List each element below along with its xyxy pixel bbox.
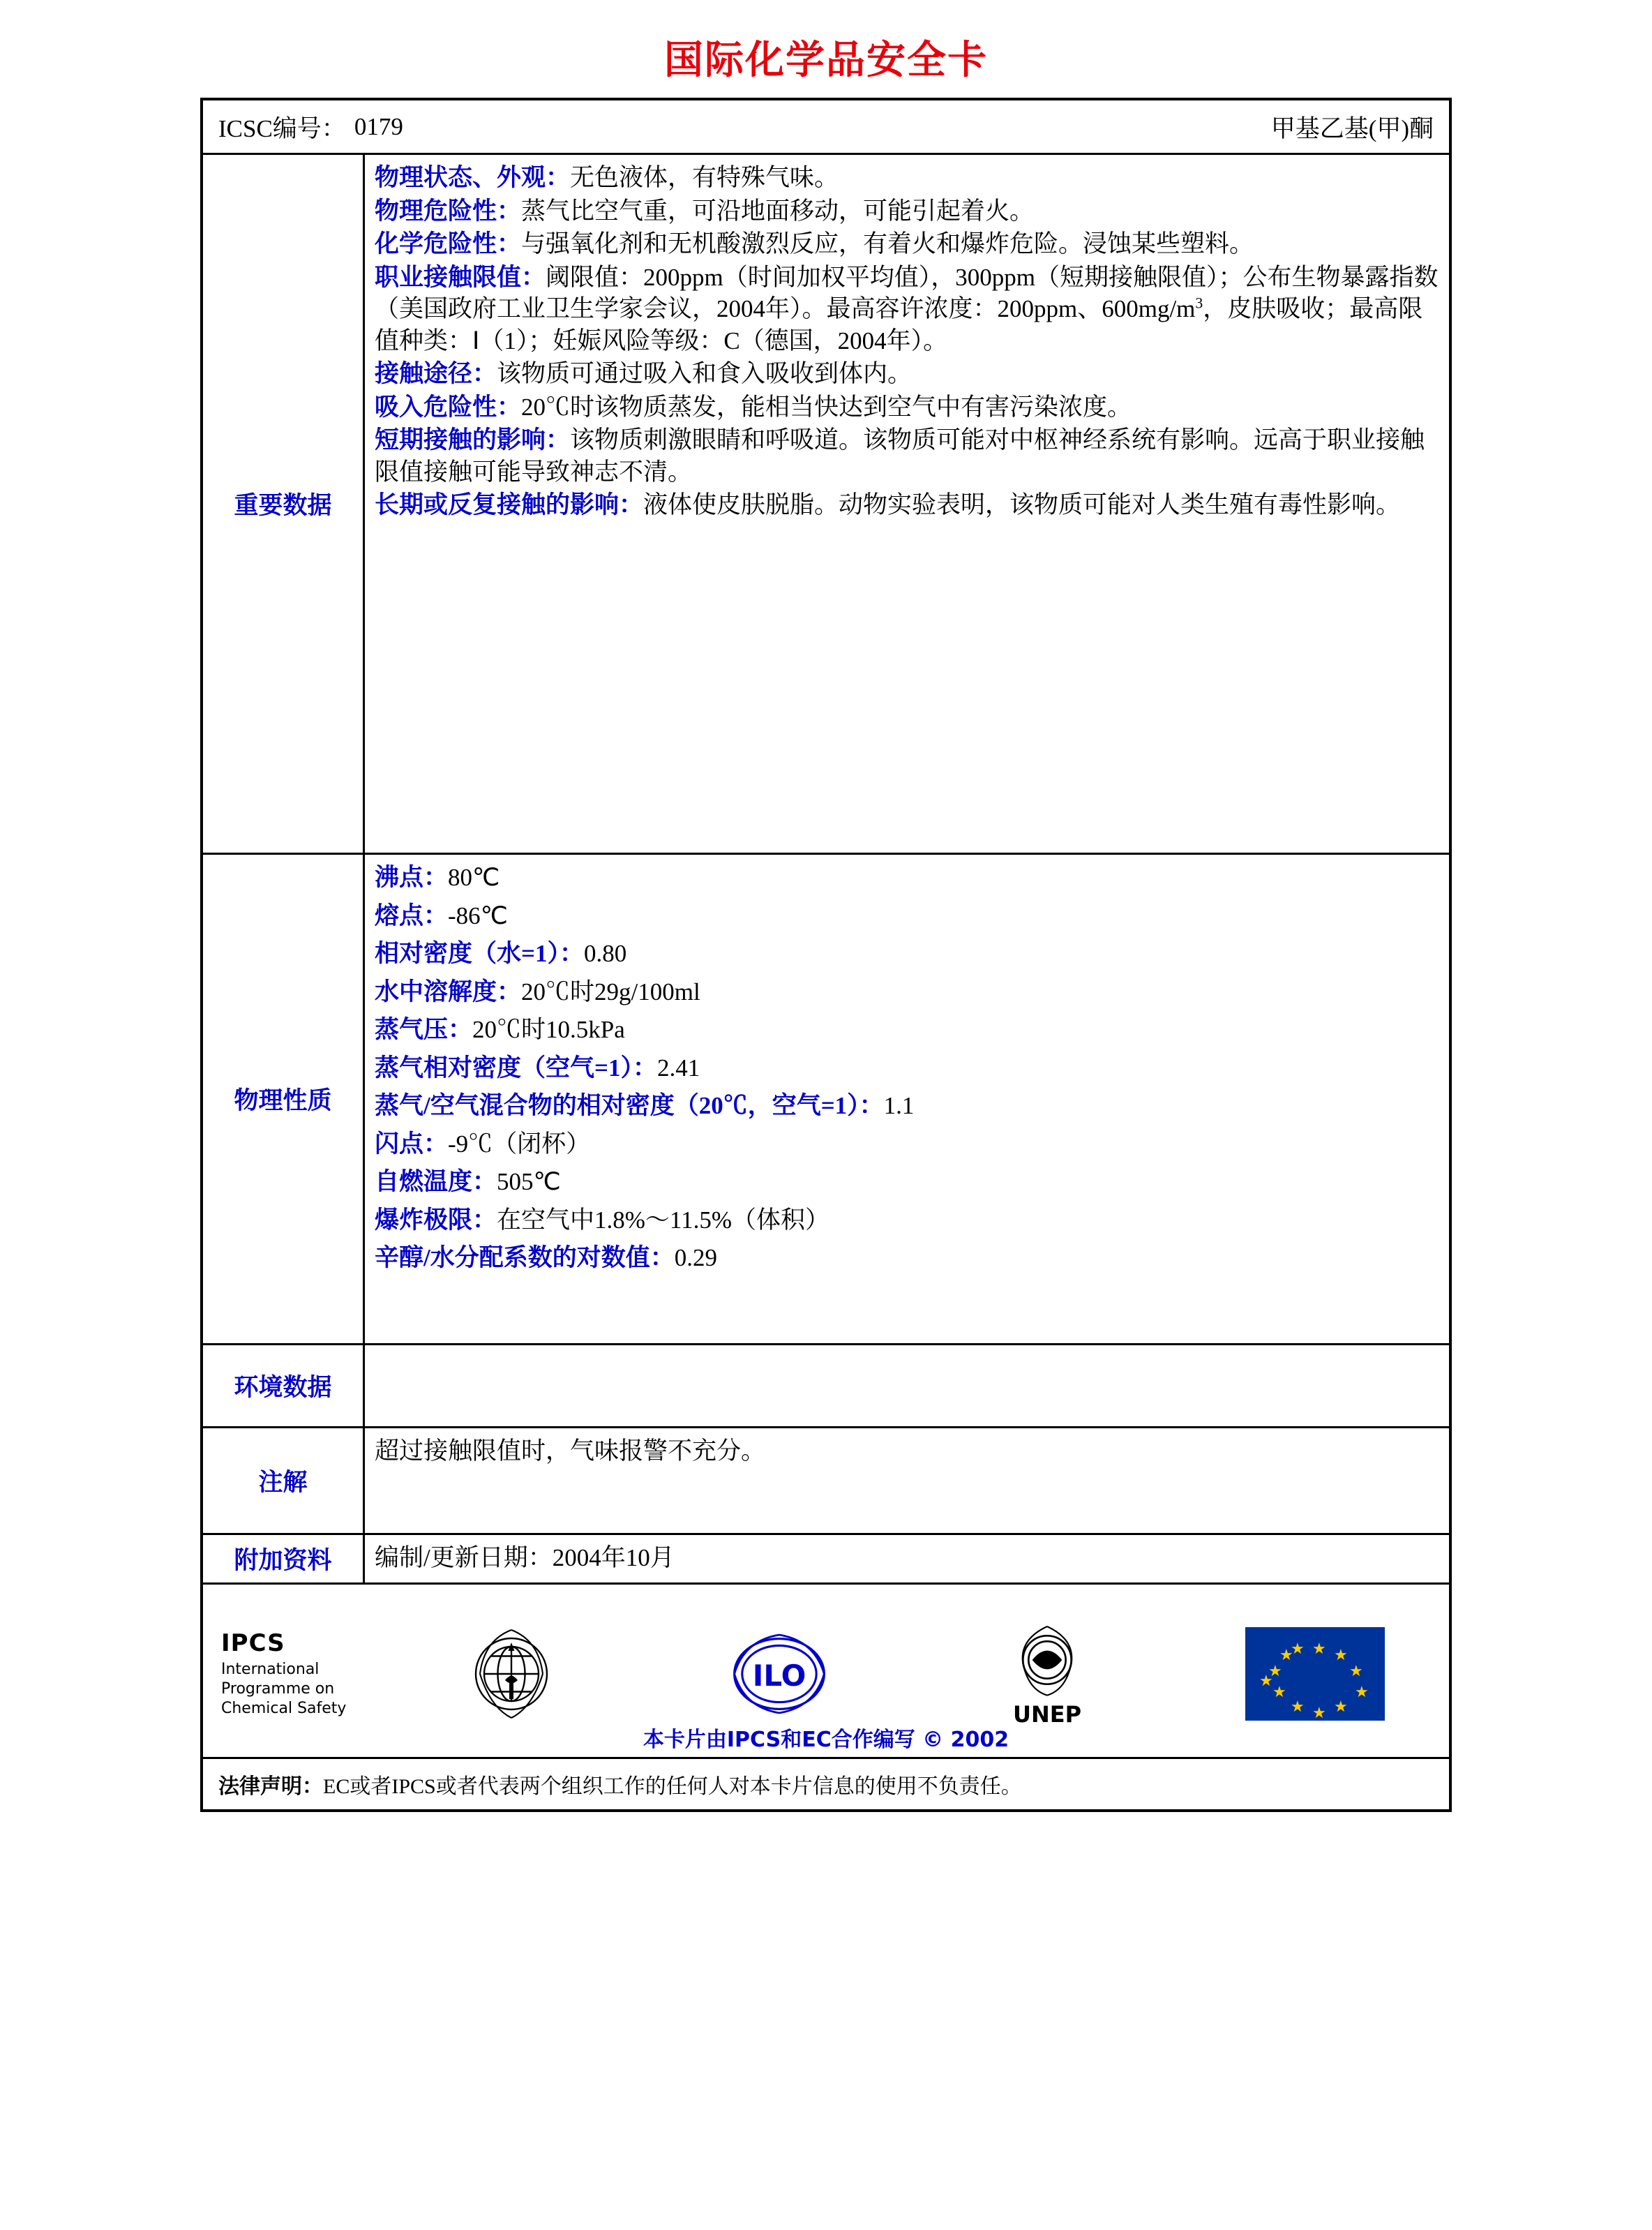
prop-value: 20℃时29g/100ml	[521, 978, 700, 1005]
who-logo-slot	[377, 1622, 645, 1726]
prop-water-solubility	[375, 976, 1439, 1008]
prop-value: 0.80	[583, 940, 627, 967]
section-content-additional: 编制/更新日期：2004年10月	[375, 1544, 675, 1571]
chemical-name: 甲基乙基(甲)酮	[1270, 114, 1434, 142]
footer-credit: 本卡片由IPCS和EC合作编写 © 2002	[643, 1727, 1009, 1752]
ipcs-full-name	[221, 1660, 377, 1719]
section-label-additional: 附加资料	[203, 1535, 365, 1582]
ipcs-full-line-3: Chemical Safety	[221, 1700, 347, 1718]
ilo-logo-icon	[720, 1625, 839, 1723]
prop-boiling-point	[375, 862, 1439, 894]
entry-key: 吸入危险性：	[375, 393, 522, 421]
unep-logo-wrap	[998, 1621, 1096, 1728]
section-label-environment: 环境数据	[203, 1345, 365, 1426]
entry-short-term-effects	[375, 424, 1439, 488]
section-content-physical	[365, 855, 1449, 1343]
section-content-important	[365, 155, 1449, 853]
ipcs-full-line-1: International	[221, 1660, 320, 1678]
legal-notice	[203, 1759, 1449, 1809]
prop-flash-point	[375, 1128, 1439, 1160]
prop-value: 505℃	[497, 1168, 561, 1195]
prop-key: 蒸气相对密度（空气=1）：	[375, 1054, 657, 1082]
entry-chemical-dangers	[375, 228, 1439, 260]
prop-auto-ignition-temperature	[375, 1166, 1439, 1198]
icsc-number-value: 0179	[354, 112, 403, 140]
entry-value: 蒸气比空气重，可沿地面移动，可能引起着火。	[521, 197, 1035, 225]
prop-value: 1.1	[883, 1092, 915, 1119]
prop-key: 熔点：	[375, 901, 449, 929]
safety-card	[200, 98, 1452, 1812]
entry-value: 液体使皮肤脱脂。动物实验表明，该物质可能对人类生殖有毒性影响。	[643, 491, 1401, 518]
prop-key: 蒸气/空气混合物的相对密度（20℃，空气=1）：	[375, 1092, 884, 1119]
prop-value: -86℃	[448, 901, 508, 929]
eu-flag-icon: ★ ★ ★ ★ ★ ★ ★ ★ ★ ★ ★ ★	[1245, 1627, 1385, 1721]
entry-physical-state	[375, 162, 1439, 194]
section-label-notes: 注解	[203, 1428, 365, 1533]
section-content-environment	[365, 1345, 1449, 1426]
who-logo-icon	[459, 1622, 564, 1726]
prop-key: 沸点：	[375, 864, 449, 891]
prop-value: -9℃（闭杯）	[448, 1130, 591, 1158]
card-header	[203, 100, 1449, 155]
entry-value: 该物质刺激眼睛和呼吸道。该物质可能对中枢神经系统有影响。远高于职业接触限值接触可能导致神志不清。	[375, 426, 1425, 486]
eu-flag-slot	[1181, 1627, 1449, 1721]
ipcs-abbreviation: IPCS	[221, 1629, 285, 1657]
section-notes	[203, 1428, 1449, 1535]
prop-octanol-water-partition	[375, 1242, 1439, 1274]
unep-label: UNEP	[1012, 1700, 1082, 1728]
prop-relative-density	[375, 938, 1439, 970]
entry-key: 化学危险性：	[375, 230, 522, 257]
section-label-physical: 物理性质	[203, 855, 365, 1343]
prop-key: 辛醇/水分配系数的对数值：	[375, 1244, 675, 1271]
footer-logos	[203, 1585, 1449, 1759]
prop-explosive-limits	[375, 1204, 1439, 1236]
prop-vapour-relative-density	[375, 1052, 1439, 1084]
entry-value: 20℃时该物质蒸发，能相当快达到空气中有害污染浓度。	[521, 393, 1132, 421]
entry-inhalation-risk	[375, 391, 1439, 424]
section-environmental-data	[203, 1345, 1449, 1428]
entry-value: 无色液体，有特殊气味。	[570, 164, 839, 191]
section-content-notes: 超过接触限值时，气味报警不充分。	[375, 1437, 766, 1465]
ipcs-full-line-2: Programme on	[221, 1679, 335, 1698]
prop-value: 0.29	[674, 1244, 717, 1271]
prop-value: 80℃	[448, 864, 500, 891]
prop-value: 在空气中1.8%～11.5%（体积）	[497, 1206, 830, 1234]
legal-text: EC或者IPCS或者代表两个组织工作的任何人对本卡片信息的使用不负责任。	[323, 1774, 1022, 1798]
svg-text:ILO: ILO	[752, 1658, 806, 1693]
prop-key: 爆炸极限：	[375, 1206, 497, 1234]
entry-physical-dangers	[375, 195, 1439, 227]
page-title: 国际化学品安全卡	[664, 38, 988, 83]
entry-occupational-limits	[375, 262, 1439, 357]
entry-routes-of-exposure	[375, 358, 1439, 390]
entry-key: 长期或反复接触的影响：	[375, 491, 644, 518]
entry-key: 物理危险性：	[375, 197, 522, 225]
unep-logo-icon	[998, 1621, 1096, 1705]
prop-key: 蒸气压：	[375, 1016, 473, 1043]
prop-key: 水中溶解度：	[375, 978, 522, 1005]
entry-value: 该物质可通过吸入和食入吸收到体内。	[497, 360, 913, 387]
unep-logo-slot	[913, 1621, 1181, 1728]
prop-vapour-air-mixture-density	[375, 1090, 1439, 1122]
entry-key: 职业接触限值：	[375, 263, 546, 291]
section-additional-info	[203, 1535, 1449, 1585]
section-important-data	[203, 155, 1449, 855]
icsc-number-label: ICSC编号：	[218, 114, 346, 142]
prop-value: 2.41	[656, 1054, 700, 1082]
entry-key: 物理状态、外观：	[375, 164, 571, 191]
prop-value: 20℃时10.5kPa	[472, 1016, 625, 1043]
section-label-important: 重要数据	[203, 155, 365, 853]
section-physical-properties	[203, 855, 1449, 1345]
entry-value-oel: 阈限值：200ppm（时间加权平均值），300ppm（短期接触限值）；公布生物暴露指数（美国政府工业卫生学家会议，2004年）。最高容许浓度：200ppm、$600mg/m^3$，皮肤吸收；最高限值种类：Ⅰ（1）；妊娠风险等级：C（德国，2004年）。	[375, 263, 1439, 354]
entry-key: 短期接触的影响：	[375, 426, 571, 454]
entry-key: 接触途径：	[375, 360, 497, 387]
prop-key: 闪点：	[375, 1130, 449, 1158]
entry-long-term-effects	[375, 489, 1439, 521]
prop-key: 自燃温度：	[375, 1168, 497, 1195]
legal-label: 法律声明：	[218, 1774, 323, 1798]
ilo-logo-slot	[645, 1625, 913, 1723]
prop-melting-point	[375, 900, 1439, 932]
prop-key: 相对密度（水=1）：	[375, 940, 584, 967]
entry-value: 与强氧化剂和无机酸激烈反应，有着火和爆炸危险。浸蚀某些塑料。	[521, 230, 1254, 257]
ipcs-block	[203, 1629, 377, 1719]
prop-vapour-pressure	[375, 1014, 1439, 1046]
